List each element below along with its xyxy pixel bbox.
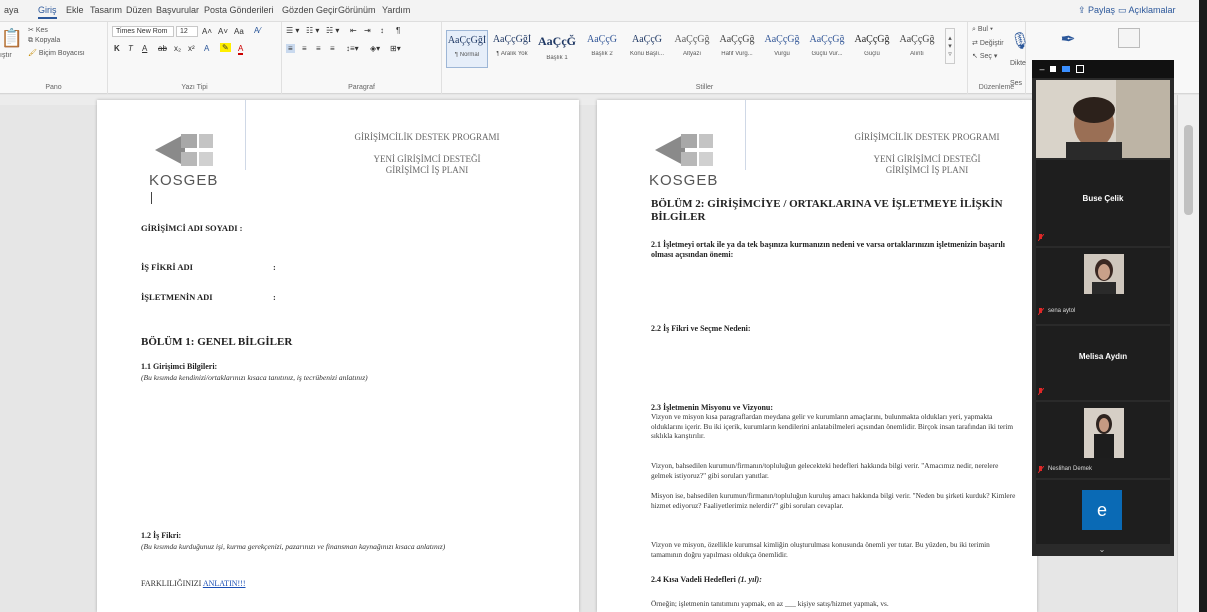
style-name: Başlık 1: [546, 55, 568, 61]
style-name: Hafif Vurg...: [721, 51, 753, 57]
styles-group: [442, 22, 968, 94]
field-business-name: İŞLETMENİN ADI: [141, 292, 213, 302]
align-center-icon[interactable]: ≡: [302, 44, 307, 53]
bold-icon[interactable]: K: [114, 44, 120, 53]
participant-name: Neslihan Demek: [1048, 466, 1093, 472]
section-1-1-hint: (Bu kısımda kendinizi/ortaklarınızı kısaca tanıtınız, iş tecrübenizi anlatınız): [141, 373, 368, 382]
short-term-goal-example: Örneğin; işletmenin tanıtımını yapmak, en az ___ kişiye satış/hizmet yapmak, vs.: [651, 599, 889, 608]
cursor-icon: ↖: [972, 53, 980, 60]
page2-header-program: GİRİŞİMCİLİK DESTEK PROGRAMI: [854, 132, 1000, 142]
select-button[interactable]: ↖ Seç ▾: [972, 53, 998, 60]
style-item[interactable]: [761, 30, 803, 68]
tab-review[interactable]: Gözden Geçir: [282, 5, 338, 15]
kosgeb-logo-icon: [155, 134, 215, 166]
participant-photo: [1084, 254, 1124, 294]
meeting-panel: [1032, 60, 1174, 556]
section-2-3-title: 2.3 İşletmenin Misyonu ve Vizyonu:: [651, 403, 774, 412]
section-2-1-title: 2.1 İşletmeyi ortak ile ya da tek başınıza kurmanızın nedeni ve varsa ortaklarınızın işletmenizin başarılı olması açısından önemi:: [651, 240, 1005, 259]
vertical-scrollbar[interactable]: [1177, 95, 1199, 612]
page1-header-plan: GİRİŞİMCİ İŞ PLANI: [385, 165, 469, 175]
replace-icon: ⇄: [972, 40, 980, 47]
decrease-indent-icon[interactable]: ⇤: [350, 26, 357, 35]
style-name: Alıntı: [910, 51, 924, 57]
paragraph-group: [282, 22, 442, 94]
clipboard-group: [0, 22, 108, 94]
style-sample: AaÇçĞğ: [809, 34, 845, 45]
header-divider: [745, 100, 746, 170]
comments-button[interactable]: ▭ Açıklamalar: [1118, 5, 1176, 15]
superscript-icon[interactable]: x²: [188, 44, 195, 53]
ribbon-tab-bar: [0, 0, 1207, 22]
style-item[interactable]: [896, 30, 938, 68]
field-business-idea-colon: :: [273, 262, 276, 272]
style-item[interactable]: [626, 30, 668, 68]
style-sample: AaÇçĞğ: [899, 34, 935, 45]
find-button[interactable]: ⌕ Bul ▾: [972, 26, 993, 33]
numbering-icon[interactable]: ☷ ▾: [306, 26, 320, 35]
editor-pen-icon[interactable]: ✒: [1060, 28, 1076, 49]
chevron-down-icon[interactable]: ⌄: [1098, 544, 1106, 554]
scissors-icon: ✂: [28, 27, 36, 34]
styles-group-label: Stiller: [695, 84, 714, 91]
paragraph-group-label: Paragraf: [348, 84, 375, 91]
align-right-icon[interactable]: ≡: [316, 44, 321, 53]
ribbon: [0, 22, 1207, 94]
mic-off-icon: [1038, 308, 1044, 315]
search-icon: ⌕: [972, 26, 978, 33]
comment-icon: ▭: [1118, 5, 1129, 15]
italic-icon[interactable]: T: [128, 44, 133, 53]
mic-off-icon: [1038, 234, 1044, 241]
dictate-button-label[interactable]: Dikte: [1010, 60, 1026, 67]
change-case-button[interactable]: Aa: [234, 27, 244, 36]
tab-view[interactable]: Görünüm: [338, 5, 376, 15]
mission-paragraph-2: Misyon ise, bahsedilen kurumun/firmanın/topluluğun kuruluş amacı hakkında bilgi verir. "Neden bu şirketi kurduk? Kimlere hizmet ediyoruz? Faaliyetlerimiz nelerdir?" gibi soruları cevaplar.: [651, 491, 1016, 510]
kosgeb-logo-icon: [655, 134, 715, 166]
justify-icon[interactable]: ≡: [330, 44, 335, 53]
participant-name: sena aytol: [1048, 308, 1076, 314]
style-sample: AaÇçĞ: [538, 34, 576, 48]
style-item[interactable]: [491, 30, 533, 68]
paste-label[interactable]: ıştır: [0, 52, 12, 59]
share-icon: ⇪: [1078, 5, 1089, 15]
font-group-label: Yazı Tipi: [181, 84, 208, 91]
style-sample: AaÇçĞğ: [719, 34, 755, 45]
document-page-1[interactable]: [97, 100, 579, 612]
kosgeb-wordmark: KOSGEB: [649, 172, 719, 189]
participant-tile-3[interactable]: [1036, 326, 1170, 400]
share-button[interactable]: ⇪ Paylaş: [1078, 5, 1116, 15]
shrink-font-icon[interactable]: A˅: [218, 27, 229, 36]
style-name: ¶ Normal: [454, 52, 480, 58]
section1-title: BÖLÜM 1: GENEL BİLGİLER: [141, 336, 293, 348]
style-item[interactable]: [671, 30, 713, 68]
style-name: Güçlü: [864, 51, 880, 57]
tab-help[interactable]: Yardım: [382, 5, 411, 15]
highlight-icon[interactable]: ✎: [222, 43, 229, 52]
style-sample: AaÇçĞğİ: [492, 34, 532, 45]
editing-group-label: Düzenleme: [978, 84, 1015, 91]
font-group: [108, 22, 282, 94]
style-sample: AaÇçĞğ: [674, 34, 710, 45]
grid-view-icon[interactable]: [1076, 65, 1084, 73]
screen-bezel: [1199, 0, 1207, 612]
participant-name: Melisa Aydın: [1078, 352, 1128, 361]
tab-home[interactable]: Giriş: [38, 5, 57, 19]
tab-design[interactable]: Tasarım: [90, 5, 123, 15]
paste-icon[interactable]: 📋: [0, 27, 24, 48]
style-item[interactable]: [851, 30, 893, 68]
speaker-view-icon[interactable]: [1050, 66, 1056, 72]
style-item[interactable]: [581, 30, 623, 68]
font-color-icon[interactable]: A: [238, 44, 244, 53]
difference-text: FARKLILIĞINIZI: [141, 579, 202, 588]
style-name: Vurgu: [774, 51, 790, 57]
format-painter-button[interactable]: 🖌 Biçim Boyacısı: [28, 50, 85, 57]
section-1-1-title: 1.1 Girişimci Bilgileri:: [141, 362, 218, 371]
field-business-idea: İŞ FİKRİ ADI: [141, 262, 193, 272]
cut-button[interactable]: ✂ Kes: [28, 27, 48, 34]
document-page-2[interactable]: [597, 100, 1037, 612]
participant-name: Buse Çelik: [1082, 194, 1124, 203]
style-sample: AaÇçĞ: [632, 34, 662, 45]
text-effects-icon[interactable]: A: [204, 44, 210, 53]
tab-layout[interactable]: Düzen: [126, 5, 153, 15]
field-entrepreneur-name: GİRİŞİMCİ ADI SOYADI :: [141, 223, 243, 233]
strikethrough-icon[interactable]: ab: [158, 44, 167, 53]
align-left-icon[interactable]: ≡: [288, 44, 293, 53]
identity-paragraph: Vizyon ve misyon, özellikle kurumsal kimliğin oluşturulması konusunda önemli yer tutar. Bu yüzden, bu iki terimin tamamının doğru yapılması oldukça önemlidir.: [651, 540, 990, 559]
tab-insert[interactable]: Ekle: [66, 5, 84, 15]
field-business-name-colon: :: [273, 292, 276, 302]
participant-tile-4[interactable]: [1036, 402, 1170, 478]
style-item[interactable]: [806, 30, 848, 68]
mic-off-icon: [1038, 388, 1044, 395]
clipboard-group-label: Pano: [45, 84, 62, 91]
style-name: Güçlü Vur...: [811, 51, 843, 57]
mic-off-icon: [1038, 466, 1044, 473]
kosgeb-wordmark: KOSGEB: [149, 172, 219, 189]
subscript-icon[interactable]: x₂: [174, 44, 182, 53]
replace-button[interactable]: ⇄ Değiştir: [972, 40, 1004, 47]
mission-paragraph-1: Vizyon ve misyon kısa paragraflardan meydana gelir ve kurumların amaçlarını, bulunmakta oldukları yeri, yapmakta olduklarını içerir. Bu iki içerik, kurumların kendilerini anlatabilmeleri açısından önemlidir. Birçok insan tarafından iki terim sıklıkla karıştırılır.: [651, 412, 1014, 440]
scrollbar-thumb[interactable]: [1184, 125, 1193, 215]
increase-indent-icon[interactable]: ⇥: [364, 26, 371, 35]
styles-scroll-icon[interactable]: ▴ ▾ ▿: [945, 28, 955, 64]
section-2-2-title: 2.2 İş Fikri ve Seçme Nedeni:: [651, 324, 751, 333]
style-sample: AaÇçĞğ: [854, 34, 890, 45]
underline-icon[interactable]: A: [142, 44, 148, 53]
section2-title: BÖLÜM 2: GİRİŞİMCİYE / ORTAKLARINA VE İŞLETMEYE İLİŞKİN BİLGİLER: [651, 198, 1003, 223]
microphone-icon[interactable]: 🎙: [1009, 33, 1031, 50]
difference-line: [141, 579, 541, 589]
clear-format-icon[interactable]: A⁄: [254, 26, 261, 35]
speaker-video-frame: [1036, 80, 1170, 158]
gallery-view-icon[interactable]: [1062, 66, 1070, 72]
tab-references[interactable]: Başvurular: [156, 5, 200, 15]
style-item[interactable]: [716, 30, 758, 68]
borders-icon[interactable]: ⊞▾: [390, 44, 401, 53]
tab-mailings[interactable]: Posta Gönderileri: [204, 5, 274, 15]
active-speaker-video[interactable]: [1036, 80, 1170, 158]
bullets-icon[interactable]: ☰ ▾: [286, 26, 300, 35]
section-1-2-title: 1.2 İş Fikri:: [141, 531, 182, 540]
meeting-panel-titlebar: [1032, 60, 1174, 78]
copy-icon: ⧉: [28, 37, 35, 44]
style-sample: AaÇçĞ: [587, 34, 617, 45]
tab-file[interactable]: aya: [4, 5, 19, 15]
copy-button[interactable]: ⧉ Kopyala: [28, 37, 61, 44]
participant-avatar: e: [1082, 490, 1122, 530]
multilevel-list-icon[interactable]: ☵ ▾: [326, 26, 340, 35]
line-spacing-icon[interactable]: ↕≡▾: [346, 44, 359, 53]
pilcrow-icon[interactable]: ¶: [396, 26, 401, 35]
difference-link[interactable]: ANLATIN!!!: [202, 579, 246, 588]
font-size-select[interactable]: 12: [176, 26, 198, 37]
vision-paragraph: Vizyon, bahsedilen kurumun/firmanın/topluluğun gelecekteki hedefleri hakkında bilgi verir. "Amacımız nedir, nerelere gelmek istiyoruz?" gibi soruları yanıtlar.: [651, 461, 999, 480]
section-1-2-hint: (Bu kısımda kurduğunuz işi, kurma gerekçenizi, pazarınızı ve finansman kaynağınızı kısaca anlatınız): [141, 542, 446, 551]
page2-header-plan: GİRİŞİMCİ İŞ PLANI: [885, 165, 969, 175]
brush-icon: 🖌: [28, 50, 39, 57]
font-name-select[interactable]: Times New Rom: [112, 26, 174, 37]
participant-tile-2[interactable]: [1036, 248, 1170, 324]
style-name: Altyazı: [682, 51, 701, 57]
page2-header-support: YENİ GİRİŞİMCİ DESTEĞİ: [873, 154, 981, 164]
style-item[interactable]: [446, 30, 488, 68]
section-2-4-title: 2.4 Kısa Vadeli Hedefleri (1. yıl):: [651, 575, 762, 584]
voice-group-label: Ses: [1010, 80, 1023, 87]
style-sample: AaÇçĞğİ: [447, 35, 487, 46]
participant-tile-5[interactable]: [1036, 480, 1170, 544]
sort-icon[interactable]: ↕: [380, 26, 384, 35]
grow-font-icon[interactable]: A˄: [202, 27, 213, 36]
participant-photo: [1084, 408, 1124, 458]
header-divider: [245, 100, 246, 170]
designer-icon[interactable]: [1118, 28, 1140, 48]
page1-header-program: GİRİŞİMCİLİK DESTEK PROGRAMI: [354, 132, 500, 142]
page1-header-support: YENİ GİRİŞİMCİ DESTEĞİ: [373, 154, 481, 164]
style-name: Konu Başlı...: [629, 51, 665, 57]
text-cursor: [151, 192, 152, 204]
style-name: ¶ Aralık Yok: [496, 51, 528, 57]
style-name: Başlık 2: [591, 51, 613, 57]
style-sample: AaÇçĞğ: [764, 34, 800, 45]
shading-icon[interactable]: ◈▾: [370, 44, 381, 53]
participant-tile-1[interactable]: [1036, 160, 1170, 246]
style-item[interactable]: [536, 30, 578, 68]
minimize-icon[interactable]: –: [1039, 64, 1045, 74]
